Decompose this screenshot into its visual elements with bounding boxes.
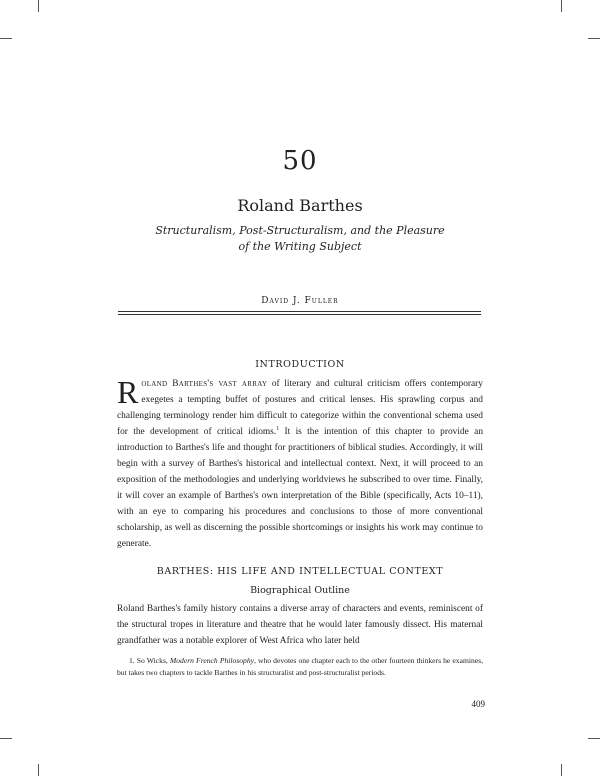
crop-mark (561, 0, 562, 12)
page-number: 409 (471, 699, 485, 709)
section-paragraph: Roland Barthes's family history contains a diverse array of characters and events, reminiscent of the structural tropes in literature and theatre that he would later famously dissect. His maternal grandfather was a notable explorer of West Africa who later held (117, 604, 483, 646)
footnote-cited-title: Modern French Philosophy (169, 656, 254, 665)
crop-mark (588, 738, 600, 739)
crop-mark (561, 764, 562, 776)
chapter-title: Roland Barthes (237, 196, 363, 215)
footnote-lead: 1. So Wicks, (129, 656, 170, 665)
lead-in-smallcaps: oland Barthes's vast array (141, 379, 268, 389)
divider (118, 311, 481, 312)
drop-cap: R (117, 374, 139, 410)
chapter-subtitle-line: of the Writing Subject (238, 240, 362, 253)
crop-mark (38, 764, 39, 776)
author-name: David J. Fuller (261, 296, 339, 306)
paragraph-text: It is the intention of this chapter to provide an introduction to Barthes's life and thought for practitioners of biblical studies. Accordingly, it will begin with a survey of Barthes's historical and intellectual context. Next, it will proceed to an exposition of the methodologies and underlying worldviews he subscribed to over time. Finally, it will cover an example of Barthes's own interpretation of the Bible (specifically, Acts 10–11), with an eye to comparing his procedures and conclusions to those of more conventional scholarship, as well as discerning the possible shortcomings or insights his work may continue to generate. (117, 427, 484, 549)
introduction-paragraph (117, 376, 483, 552)
section-body (117, 601, 483, 649)
footnote-marker[interactable]: 1 (276, 425, 280, 432)
chapter-subtitle-line: Structuralism, Post-Structuralism, and the Pleasure (155, 224, 445, 237)
divider (118, 314, 481, 315)
paragraph-text: of literary and cultural criticism offers contemporary exegetes a tempting buffet of postures and critical lenses. His sprawling corpus and challenging terminology render him difficult to categorize within the conventional schema used for the development of critical idioms. (117, 379, 483, 437)
section-heading-life-context: BARTHES: HIS LIFE AND INTELLECTUAL CONTEXT (156, 566, 444, 577)
footnote-text: , who devotes one chapter each to the other fourteen thinkers he examines, but takes two chapters to tackle Barthes in his structuralist and post-structuralist periods. (117, 656, 483, 677)
introduction-body (117, 376, 483, 552)
chapter-subtitle (0, 223, 600, 255)
chapter-number: 50 (282, 146, 318, 176)
section-heading-introduction: INTRODUCTION (255, 359, 345, 370)
footnote (117, 655, 483, 679)
crop-mark (0, 738, 12, 739)
subsection-heading: Biographical Outline (250, 585, 350, 596)
crop-mark (38, 0, 39, 12)
crop-mark (588, 38, 600, 39)
crop-mark (0, 38, 12, 39)
